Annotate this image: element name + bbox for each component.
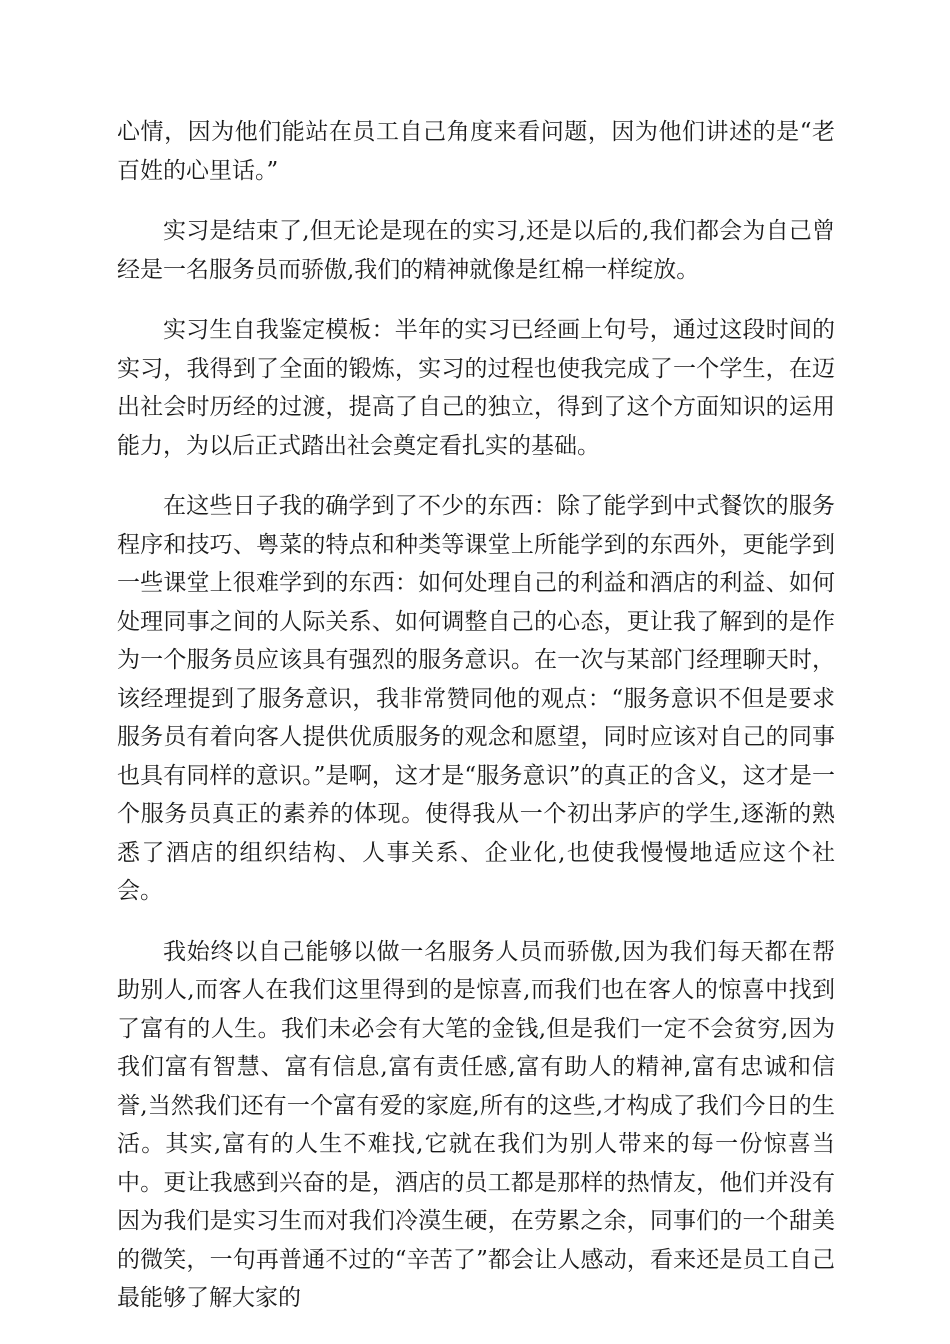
paragraph-3: 实习生自我鉴定模板：半年的实习已经画上句号，通过这段时间的实习，我得到了全面的锻炼，实习的过程也使我完成了一个学生，在迈出社会时历经的过渡，提高了自己的独立，得到了这个方面知识的运用能力，为以后正式踏出社会奠定看扎实的基础。 (117, 317, 835, 459)
document-body (117, 113, 835, 1340)
paragraph-5: 我始终以自己能够以做一名服务人员而骄傲,因为我们每天都在帮助别人,而客人在我们这里得到的是惊喜,而我们也在客人的惊喜中找到了富有的人生。我们未必会有大笔的金钱,但是我们一定不会贫穷,因为我们富有智慧、富有信息,富有责任感,富有助人的精神,富有忠诚和信誉,当然我们还有一个富有爱的家庭,所有的这些,才构成了我们今日的生活。其实,富有的人生不难找,它就在我们为别人带来的每一份惊喜当中。更让我感到兴奋的是，酒店的员工都是那样的热情友，他们并没有因为我们是实习生而对我们冷漠生硬，在劳累之余，同事们的一个甜美的微笑，一句再普通不过的“辛苦了”都会让人感动，看来还是员工自己最能够了解大家的 (117, 938, 835, 1311)
paragraph-2: 实习是结束了,但无论是现在的实习,还是以后的,我们都会为自己曾经是一名服务员而骄傲,我们的精神就像是红棉一样绽放。 (117, 218, 835, 283)
paragraph-1: 心情，因为他们能站在员工自己角度来看问题，因为他们讲述的是“老百姓的心里话。” (117, 119, 835, 184)
paragraph-4: 在这些日子我的确学到了不少的东西：除了能学到中式餐饮的服务程序和技巧、粤菜的特点和种类等课堂上所能学到的东西外，更能学到一些课堂上很难学到的东西：如何处理自己的利益和酒店的利益、如何处理同事之间的人际关系、如何调整自己的心态，更让我了解到的是作为一个服务员应该具有强烈的服务意识。在一次与某部门经理聊天时，该经理提到了服务意识，我非常赞同他的观点：“服务意识不但是要求服务员有着向客人提供优质服务的观念和愿望，同时应该对自己的同事也具有同样的意识。”是啊，这才是“服务意识”的真正的含义，这才是一个服务员真正的素养的体现。使得我从一个初出茅庐的学生,逐渐的熟悉了酒店的组织结构、人事关系、企业化,也使我慢慢地适应这个社会。 (117, 493, 835, 904)
